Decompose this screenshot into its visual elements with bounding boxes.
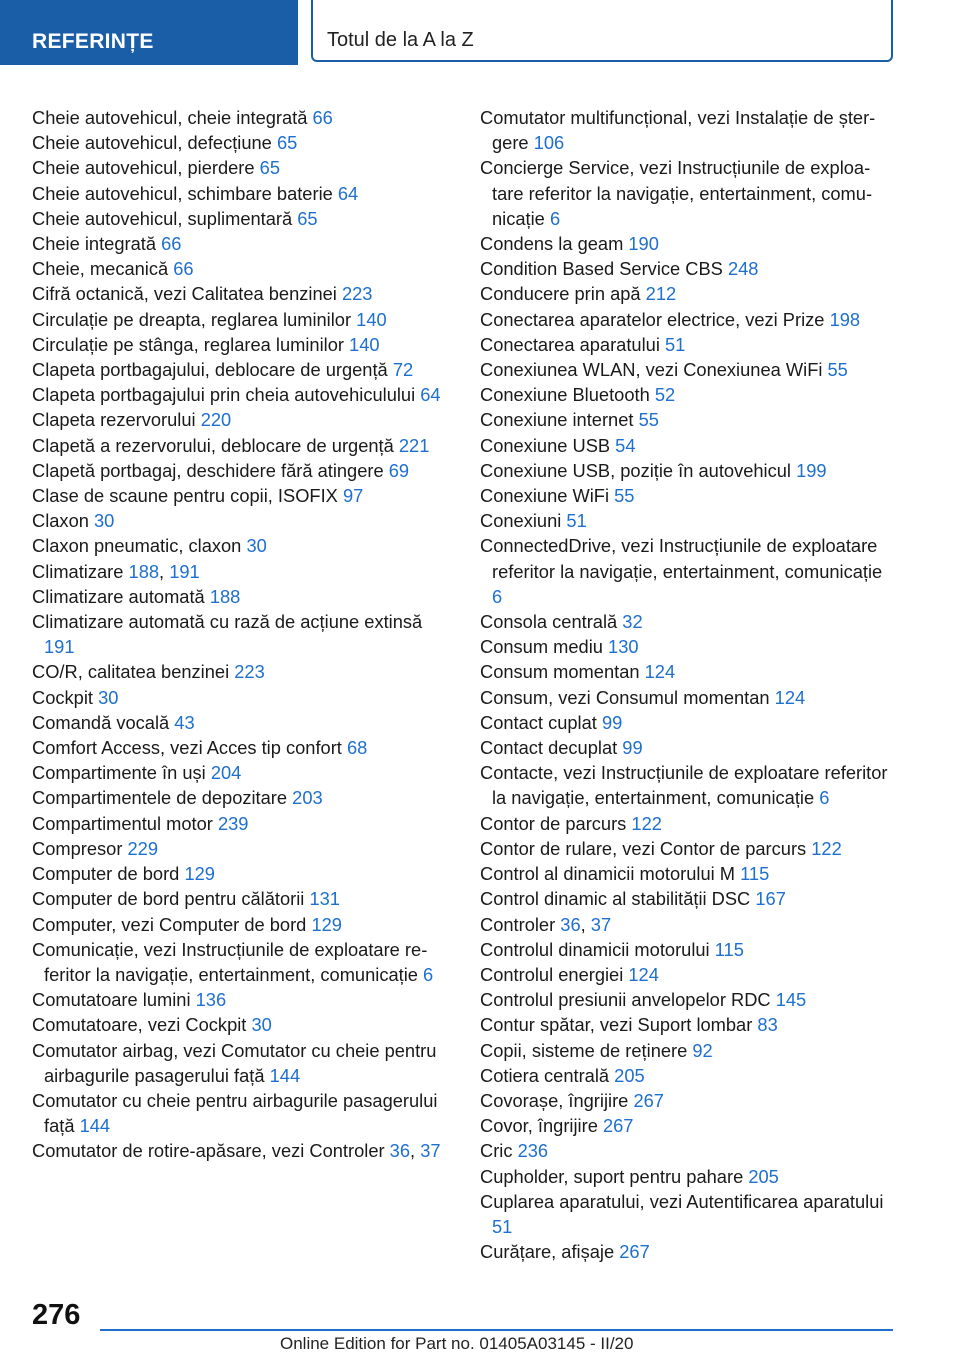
page-reference-link[interactable]: 37 [420,1140,441,1162]
index-term: Curățare, afișaje [480,1241,615,1263]
index-column-right [480,105,895,1264]
page-reference-link[interactable]: 130 [608,636,639,658]
page-reference-link[interactable]: 83 [757,1014,778,1036]
index-entry [480,483,895,508]
index-term: Cheie autovehicul, schimbare baterie [32,182,333,204]
index-term: Conectarea aparatelor electrice, vezi Prize [480,308,825,330]
page-reference-link[interactable]: 198 [829,308,861,330]
page-reference-link[interactable]: 115 [740,863,770,885]
page-reference-link[interactable]: 144 [269,1064,301,1086]
page-reference-link[interactable]: 236 [517,1140,549,1162]
index-entry [480,811,895,836]
index-entry: Comutator de rotire-apăsare, vezi Controler 36, 37 [32,1140,441,1162]
index-term: Clapetă a rezervorului, deblocare de urgență [32,434,394,456]
page-reference-link[interactable]: 37 [590,913,612,935]
page-reference-link[interactable]: 43 [174,711,195,733]
page-reference-link[interactable]: 205 [748,1165,779,1187]
index-term: Cheie integrată [32,233,156,255]
page-reference-link[interactable]: 69 [388,459,410,481]
index-term: Cheie autovehicul, pierdere [32,157,255,179]
index-entry [32,382,447,407]
page-reference-link[interactable]: 167 [755,888,786,910]
page-reference-link[interactable]: 188 [209,585,241,607]
index-entry: Controler 36, 37 [480,913,612,935]
page-reference-link[interactable]: 129 [311,913,342,935]
chapter-tab [311,0,893,62]
index-entry [32,483,447,508]
index-entry [480,357,895,382]
index-term: Condens la geam [480,233,624,255]
index-entry [480,962,895,987]
index-entry [32,1012,447,1037]
page-reference-link[interactable]: 199 [796,459,827,481]
index-entry [480,634,895,659]
index-term: Conexiune WiFi [480,485,610,507]
chapter-title: Totul de la A la Z [327,29,474,51]
index-entry [480,458,895,483]
page-reference-link[interactable]: 66 [173,258,194,280]
index-entry [32,533,447,558]
index-term: Conducere prin apă [480,283,641,305]
index-term: Conexiune internet [480,409,634,431]
page-reference-link[interactable]: 140 [356,308,387,330]
page-reference-link[interactable]: 106 [533,132,565,154]
page-reference-link[interactable]: 122 [631,812,662,834]
index-entry [480,609,895,634]
index-term: CO/R, calitatea benzinei [32,661,230,683]
page-reference-link[interactable]: 36 [560,913,581,935]
index-term: Circulație pe stânga, reglarea luminilor [32,333,344,355]
index-entry [480,1088,895,1113]
page-reference-link[interactable]: 92 [692,1039,713,1061]
index-term: Cotiera centrală [480,1064,610,1086]
index-entry [480,710,895,735]
page-reference-link[interactable]: 239 [217,812,249,834]
page-reference-link[interactable]: 221 [398,434,430,456]
index-term: Contur spătar, vezi Suport lombar [480,1014,753,1036]
index-term: Copii, sisteme de reținere [480,1039,688,1061]
index-term: Climatizare automată cu rază de acțiune extinsă [32,611,423,633]
page-reference-link[interactable]: 267 [619,1241,650,1263]
index-term: Contact cuplat [480,711,597,733]
page-reference-link[interactable]: 205 [614,1064,645,1086]
index-entry [480,735,895,760]
index-term: Controlul dinamicii motorului [480,938,710,960]
index-entry: Climatizare 188, 191 [32,560,200,582]
index-term: Comutatoare lumini [32,989,191,1011]
page-reference-link[interactable]: 267 [602,1115,634,1137]
page-reference-link[interactable]: 65 [259,157,280,179]
section-title: REFERINȚE [32,30,154,53]
index-term: Control dinamic al stabilității DSC [480,888,751,910]
page-reference-link[interactable]: 204 [210,762,242,784]
page-reference-link[interactable]: 191 [44,636,75,658]
page-reference-link[interactable]: 30 [251,1014,272,1036]
index-entry [32,710,447,735]
page-reference-link[interactable]: 220 [200,409,232,431]
page-reference-link[interactable]: 136 [195,989,227,1011]
index-term: Computer, vezi Computer de bord [32,913,307,935]
index-entry [480,861,895,886]
edition-note: Online Edition for Part no. 01405A03145 - II/20 [280,1334,634,1353]
footer-divider [100,1329,893,1331]
page-reference-link[interactable]: 124 [644,661,676,683]
index-term: Claxon [32,510,89,532]
index-entry [32,1088,447,1138]
index-entry [480,533,895,609]
index-entry [32,584,447,609]
index-entry [480,382,895,407]
page-reference-link[interactable]: 72 [392,359,414,381]
page-reference-link[interactable]: 55 [827,359,848,381]
page-reference-link[interactable]: 223 [234,661,265,683]
page-reference-link[interactable]: 6 [549,207,561,229]
page-reference-link[interactable]: 64 [337,182,359,204]
index-entry [480,836,895,861]
page-reference-link[interactable]: 223 [341,283,373,305]
index-term: Consum, vezi Consumul momentan [480,686,770,708]
index-column-left [32,105,447,1164]
page-reference-link[interactable]: 51 [566,510,587,532]
page-reference-link[interactable]: 65 [297,207,318,229]
page-reference-link[interactable]: 203 [292,787,323,809]
page-reference-link[interactable]: 30 [98,686,119,708]
index-entry [32,508,447,533]
index-entry [32,130,447,155]
index-entry [480,256,895,281]
page-reference-link[interactable]: 64 [420,384,441,406]
index-term: Contacte, vezi Instrucțiunile de exploatare referitor la navigație, entertainment, comunicație [480,762,888,809]
index-entry [32,332,447,357]
index-term: Covorașe, îngrijire [480,1089,629,1111]
page-reference-link[interactable]: 190 [628,233,659,255]
index-term: Covor, îngrijire [480,1115,598,1137]
index-entry [32,105,447,130]
index-term: Cric [480,1140,513,1162]
index-entry [32,912,447,937]
index-term: Cuplarea aparatului, vezi Autentificarea aparatului [480,1190,884,1212]
index-term: Cheie autovehicul, cheie integrată [32,107,308,128]
page-reference-link[interactable]: 99 [622,737,643,759]
index-entry [32,861,447,886]
index-term: ConnectedDrive, vezi Instrucțiunile de exploatare referitor la navigație, entertainment, comunicație [480,535,883,582]
index-term: Climatizare automată [32,585,205,607]
index-entry [480,659,895,684]
page-reference-link[interactable]: 212 [645,283,677,305]
index-entry [32,609,447,659]
page-reference-link[interactable]: 66 [312,107,333,128]
index-term: Comunicație, vezi Instrucțiunile de exploatare referitor la navigație, entertainment, comunicație [32,938,428,985]
index-entry [480,105,895,155]
page-reference-link[interactable]: 115 [714,938,744,960]
index-term: Clapetă portbagaj, deschidere fără atingere [32,459,384,481]
index-entry [32,735,447,760]
index-entry [480,407,895,432]
index-term: Controlul energiei [480,963,624,985]
page-reference-link[interactable]: 51 [492,1215,513,1237]
index-term: Clase de scaune pentru copii, ISOFIX [32,485,338,507]
index-term: Compartimente în uși [32,762,206,784]
index-entry [32,785,447,810]
index-term: Clapeta rezervorului [32,409,196,431]
index-entry [32,357,447,382]
index-term: Computer de bord [32,863,180,885]
page-reference-link[interactable]: 65 [276,132,298,154]
index-entry [32,886,447,911]
page-reference-link[interactable]: 52 [654,384,676,406]
page-reference-link[interactable]: 68 [346,737,368,759]
index-term: Claxon pneumatic, claxon [32,535,242,557]
index-term: Controlul presiunii anvelopelor RDC [480,989,771,1011]
index-term: Circulație pe dreapta, reglarea luminilor [32,308,352,330]
index-entry [480,1012,895,1037]
index-entry [480,1239,895,1264]
page-reference-link[interactable]: 124 [774,686,806,708]
page-reference-link[interactable]: 122 [811,837,842,859]
index-entry [480,987,895,1012]
index-entry [32,836,447,861]
page-reference-link[interactable]: 248 [727,258,759,280]
index-term: Comutator multifuncțional, vezi Instalație de ștergere [480,107,876,154]
index-term: Conectarea aparatului [480,333,660,355]
index-entry [480,1189,895,1239]
index-term: Cheie autovehicul, suplimentară [32,207,293,229]
index-term: Clapeta portbagajului prin cheia autovehiculului [32,384,416,406]
index-entry [32,281,447,306]
index-term: Contact decuplat [480,737,618,759]
index-term: Conexiune USB [480,434,611,456]
index-entry [32,659,447,684]
index-entry [32,433,447,458]
page-reference-link[interactable]: 129 [184,863,215,885]
index-term: Cheie autovehicul, defecțiune [32,132,272,154]
page-reference-link[interactable]: 54 [615,434,636,456]
page-reference-link[interactable]: 145 [775,989,807,1011]
index-term: Cifră octanică, vezi Calitatea benzinei [32,283,337,305]
page-reference-link[interactable]: 51 [664,333,686,355]
page-reference-link[interactable]: 97 [342,485,364,507]
index-term: Conexiune Bluetooth [480,384,650,406]
page-reference-link[interactable]: 55 [638,409,659,431]
page-reference-link[interactable]: 32 [622,611,643,633]
index-entry [480,1164,895,1189]
page-reference-link[interactable]: 6 [492,585,503,607]
index-term: Comutatoare, vezi Cockpit [32,1014,247,1036]
section-tab [0,0,298,65]
index-term: Computer de bord pentru călătorii [32,888,305,910]
index-entry [480,155,895,231]
index-term: Conexiuni [480,510,562,532]
index-term: Controler [480,913,556,935]
index-term: Conexiunea WLAN, vezi Conexiunea WiFi [480,359,823,381]
page-reference-link[interactable]: 36 [389,1140,411,1162]
index-entry [32,458,447,483]
page-reference-link[interactable]: 30 [246,535,267,557]
index-entry [480,1063,895,1088]
page-reference-link[interactable]: 30 [94,510,115,532]
index-term: Consum mediu [480,636,603,658]
index-entry [32,685,447,710]
index-term: Compartimentele de depozitare [32,787,288,809]
index-term: Conexiune USB, poziție în autovehicul [480,459,791,481]
index-entry [480,760,895,810]
index-term: Cheie, mecanică [32,258,169,280]
index-entry [32,231,447,256]
index-entry [32,256,447,281]
index-entry [32,181,447,206]
index-entry [32,937,447,987]
index-term: Comutator cu cheie pentru airbagurile pasagerului față [32,1089,438,1137]
index-term: Contor de parcurs [480,812,627,834]
index-entry [480,1138,895,1163]
index-entry [480,281,895,306]
page-reference-link[interactable]: 267 [633,1089,664,1111]
index-term: Control al dinamicii motorului M [480,863,736,885]
index-entry [480,1038,895,1063]
index-entry [480,1113,895,1138]
index-entry [32,811,447,836]
index-entry [32,206,447,231]
page-reference-link[interactable]: 144 [79,1115,111,1137]
page-reference-link[interactable]: 124 [628,963,659,985]
index-entry [32,760,447,785]
index-entry [32,407,447,432]
page-reference-link[interactable]: 188 [128,560,160,582]
page-reference-link[interactable]: 99 [601,711,623,733]
index-term: Clapeta portbagajului, deblocare de urgență [32,359,388,381]
index-entry [32,307,447,332]
index-entry [32,987,447,1012]
index-entry [480,433,895,458]
page-reference-link[interactable]: 191 [169,560,200,582]
index-entry [480,307,895,332]
index-term: Compartimentul motor [32,812,213,834]
page-reference-link[interactable]: 6 [819,787,830,809]
index-term: Comandă vocală [32,711,170,733]
index-entry [480,685,895,710]
index-entry [480,937,895,962]
index-term: Condition Based Service CBS [480,258,723,280]
index-term: Contor de rulare, vezi Contor de parcurs [480,837,807,859]
index-term: Consola centrală [480,611,618,633]
index-entry [32,1038,447,1088]
page-reference-link[interactable]: 66 [161,233,182,255]
index-entry [480,332,895,357]
index-term: Comfort Access, vezi Acces tip confort [32,737,342,759]
page-reference-link[interactable]: 131 [309,888,340,910]
index-term: Compresor [32,837,123,859]
index-term: Climatizare [32,560,124,582]
index-term: Cockpit [32,686,93,708]
index-term: Cupholder, suport pentru pahare [480,1165,744,1187]
index-entry [32,155,447,180]
index-entry [480,886,895,911]
page-reference-link[interactable]: 55 [614,485,635,507]
page-number: 276 [32,1299,81,1331]
page-reference-link[interactable]: 140 [349,333,380,355]
index-term: Concierge Service, vezi Instrucțiunile de exploatare referitor la navigație, entertainment, comunicație [480,157,873,229]
index-entry [480,231,895,256]
index-term: Comutator de rotire-apăsare, vezi Controler [32,1140,385,1162]
index-term: Consum momentan [480,661,640,683]
index-term: Comutator airbag, vezi Comutator cu cheie pentru airbagurile pasagerului față [32,1039,437,1086]
page-reference-link[interactable]: 6 [423,963,434,985]
page-reference-link[interactable]: 229 [127,837,159,859]
index-entry [480,508,895,533]
